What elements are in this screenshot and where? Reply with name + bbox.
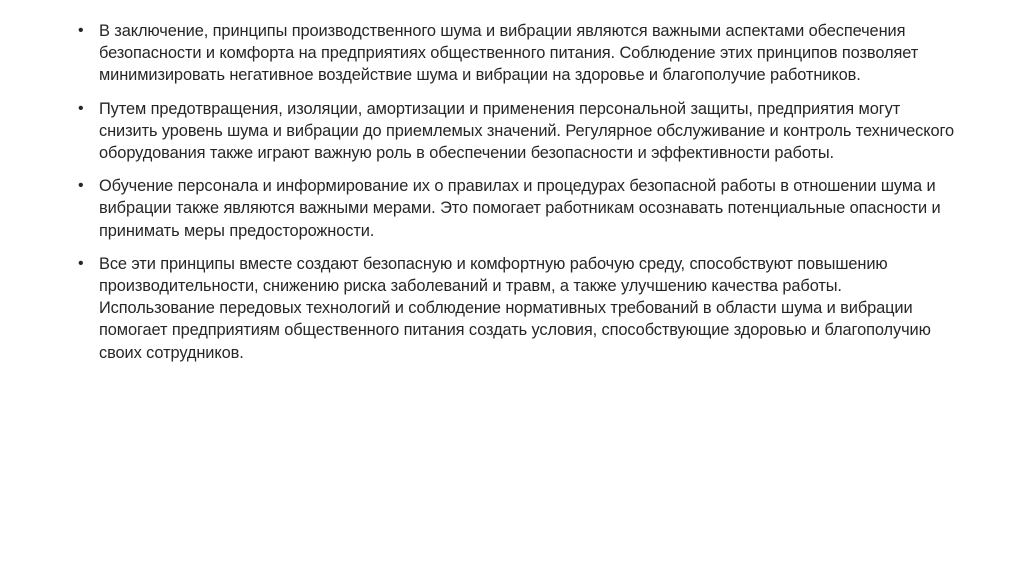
bullet-icon: • bbox=[78, 99, 84, 117]
bullet-list bbox=[78, 20, 958, 364]
bullet-text: Обучение персонала и информирование их о правилах и процедурах безопасной работы в отношении шума и вибрации также являются важными мерами. Это помогает работникам осознавать потенциальные опасности и принимать меры предосторожности. bbox=[99, 177, 941, 240]
bullet-icon: • bbox=[78, 177, 84, 195]
bullet-text: Путем предотвращения, изоляции, амортизации и применения персональной защиты, предприятия могут снизить уровень шума и вибрации до приемлемых значений. Регулярное обслуживание и контроль технического оборудования также играют важную роль в обеспечении безопасности и эффективности работы. bbox=[99, 99, 955, 163]
bullet-text: В заключение, принципы производственного шума и вибрации являются важными аспектами обеспечения безопасности и комфорта на предприятиях общественного питания. Соблюдение этих принципов позволяет минимизировать негативное воздействие шума и вибрации на здоровье и благополучие работников. bbox=[99, 22, 919, 85]
bullet-icon: • bbox=[78, 22, 84, 39]
bullet-item bbox=[78, 20, 958, 87]
slide-body bbox=[78, 20, 958, 375]
bullet-item bbox=[78, 98, 958, 165]
bullet-item bbox=[78, 175, 958, 242]
bullet-icon: • bbox=[78, 254, 84, 272]
bullet-text: Все эти принципы вместе создают безопасную и комфортную рабочую среду, способствуют повышению производительности, снижению риска заболеваний и травм, а также улучшению качества работы. Использование передовых технологий и соблюдение нормативных требований в области шума и вибрации помогает предприятиям общественного питания создать условия, способствующие здоровью и благополучию своих сотрудников. bbox=[99, 254, 931, 362]
bullet-item bbox=[78, 253, 958, 364]
